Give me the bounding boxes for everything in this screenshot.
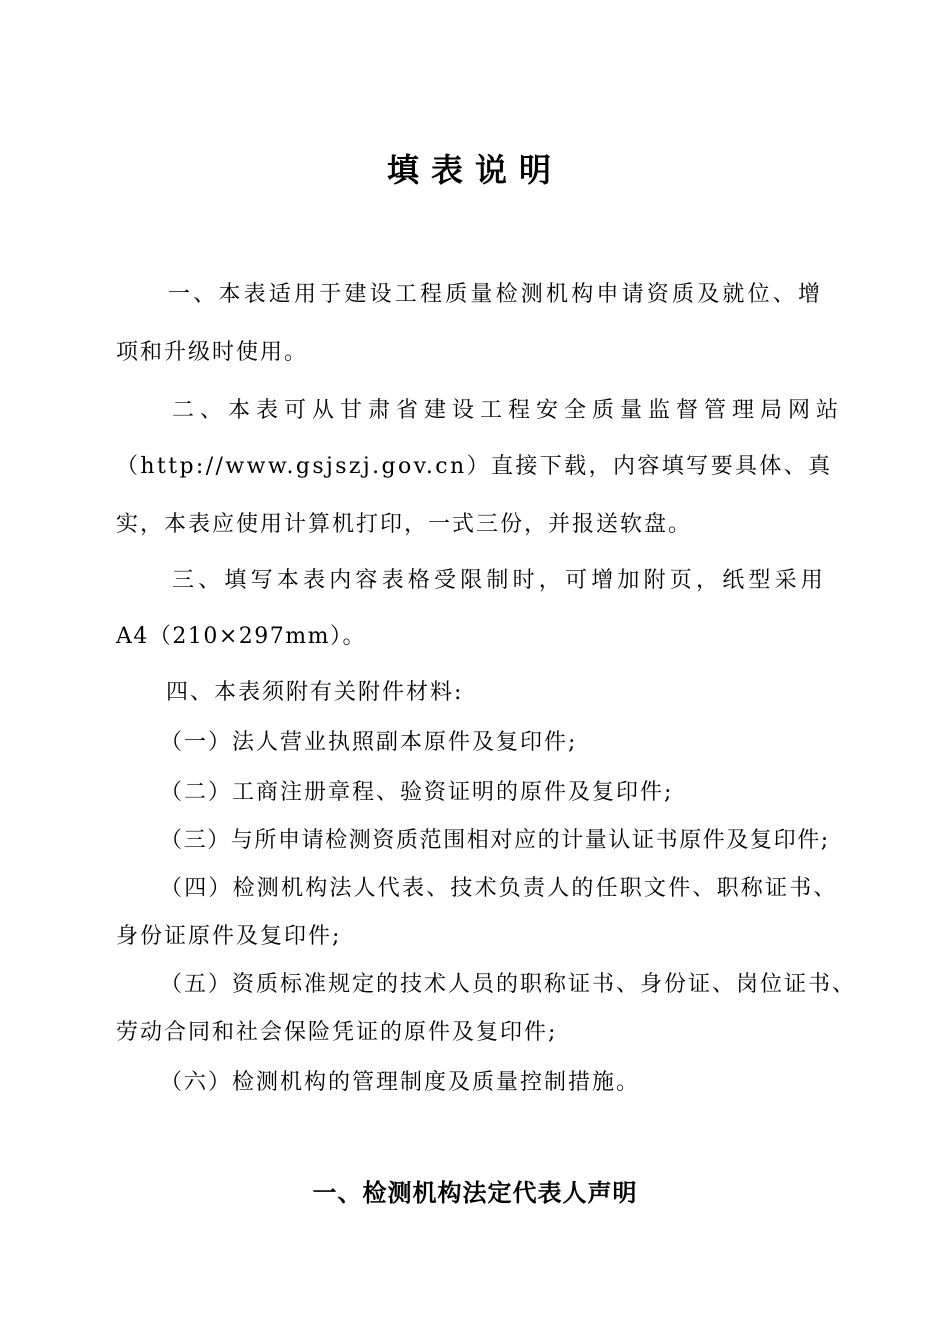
section-title: 一、检测机构法定代表人声明 bbox=[312, 1179, 638, 1207]
instruction-line-1: 一、本表适用于建设工程质量检测机构申请资质及就位、增 bbox=[168, 282, 824, 307]
instruction-line-2: 项和升级时使用。 bbox=[116, 340, 309, 365]
attachment-item-1: （一）法人营业执照副本原件及复印件; bbox=[160, 730, 578, 755]
instruction-line-5: 实，本表应使用计算机打印，一式三份，并报送软盘。 bbox=[116, 512, 693, 537]
attachment-item-4: （四）检测机构法人代表、技术负责人的任职文件、职称证书、 bbox=[160, 876, 838, 901]
attachment-item-5-continued: 劳动合同和社会保险凭证的原件及复印件; bbox=[116, 1020, 558, 1045]
attachment-item-5: （五）资质标准规定的技术人员的职称证书、身份证、岗位证书、 bbox=[160, 972, 857, 997]
page-title: 填表说明 bbox=[386, 151, 563, 189]
instruction-line-4: （http://www.gsjszj.gov.cn）直接下载，内容填写要具体、真 bbox=[116, 454, 833, 479]
instruction-line-3: 二、本表可从甘肃省建设工程安全质量监督管理局网站 bbox=[172, 398, 845, 423]
attachment-item-6: （六）检测机构的管理制度及质量控制措施。 bbox=[160, 1070, 641, 1095]
instruction-line-8: 四、本表须附有关附件材料: bbox=[166, 680, 464, 705]
attachment-item-4-continued: 身份证原件及复印件; bbox=[116, 924, 342, 949]
instruction-line-7: A4（210×297mm）。 bbox=[116, 624, 367, 649]
instruction-line-6: 三、填写本表内容表格受限制时，可增加附页，纸型采用 bbox=[172, 568, 828, 593]
attachment-item-3: （三）与所申请检测资质范围相对应的计量认证书原件及复印件; bbox=[160, 828, 830, 853]
attachment-item-2: （二）工商注册章程、验资证明的原件及复印件; bbox=[160, 780, 674, 805]
